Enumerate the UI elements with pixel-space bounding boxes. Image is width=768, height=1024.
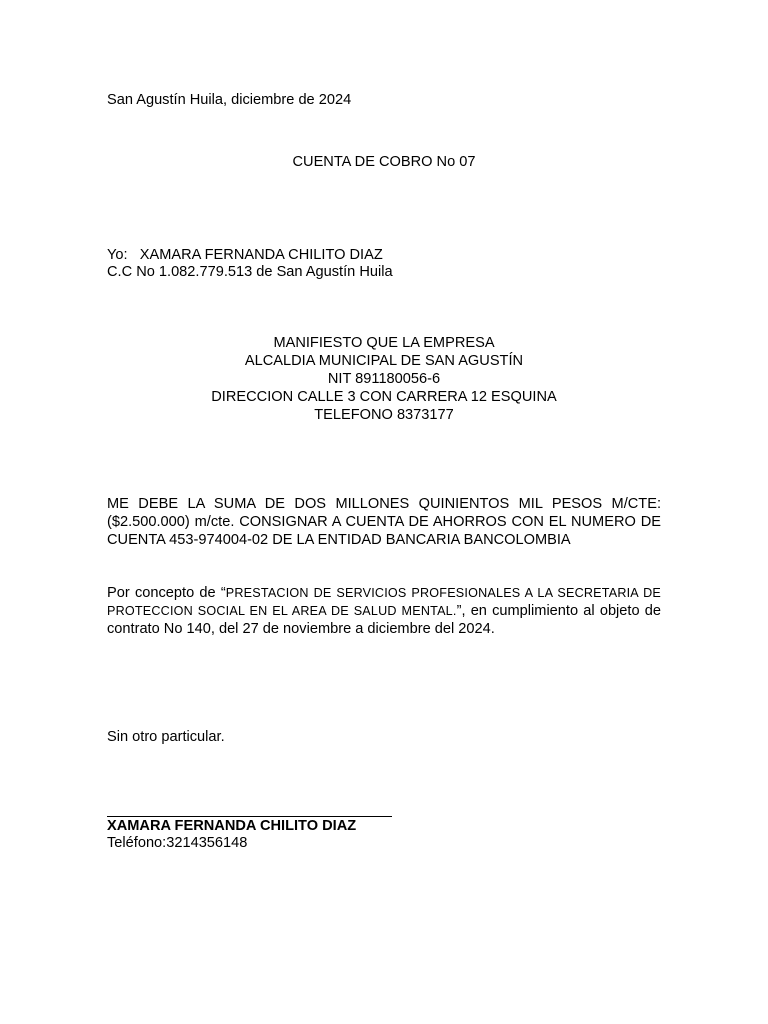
concept-suffix: ”, en cumplimiento al objeto de contrato No 140, del 27 de noviembre a diciembre del 2024. — [107, 603, 662, 637]
debt-paragraph: ME DEBE LA SUMA DE DOS MILLONES QUINIENTOS MIL PESOS M/CTE: ($2.500.000) m/cte. CONSIGNAR A CUENTA DE AHORROS CON EL NUMERO DE CUENTA 453-974004-02 DE LA ENTIDAD BANCARIA BANCOLOMBIA — [107, 496, 661, 548]
company-line-2: ALCALDIA MUNICIPAL DE SAN AGUSTÍN — [244, 353, 524, 369]
closing-text: Sin otro particular. — [107, 729, 225, 745]
concept-service: PRESTACION DE SERVICIOS PROFESIONALES A LA SECRETARIA DE PROTECCION SOCIAL EN EL AREA DE SALUD MENTAL. — [107, 586, 661, 618]
issuer-name-line — [107, 246, 383, 264]
issuer-id: C.C No 1.082.779.513 de San Agustín Huila — [107, 264, 393, 280]
document-title: CUENTA DE COBRO No 07 — [292, 154, 476, 170]
signature-name: XAMARA FERNANDA CHILITO DIAZ — [107, 818, 357, 834]
company-line-1: MANIFIESTO QUE LA EMPRESA — [273, 335, 495, 351]
place-date: San Agustín Huila, diciembre de 2024 — [107, 92, 352, 108]
concept-prefix: Por concepto de “ — [107, 585, 226, 601]
company-nit: NIT 891180056-6 — [327, 371, 441, 387]
company-phone: TELEFONO 8373177 — [314, 407, 454, 423]
issuer-name: XAMARA FERNANDA CHILITO DIAZ — [139, 247, 383, 263]
yo-label: Yo: — [107, 247, 128, 263]
signature-phone: Teléfono:3214356148 — [107, 835, 248, 851]
concept-paragraph — [107, 584, 661, 638]
company-address: DIRECCION CALLE 3 CON CARRERA 12 ESQUINA — [211, 389, 557, 405]
